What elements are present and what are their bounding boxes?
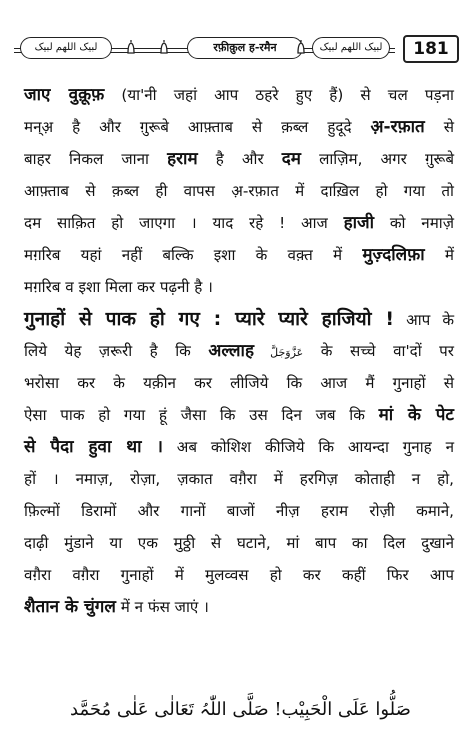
text-line [24,239,454,271]
bold-term: अल्लाह [208,341,254,361]
header-ornament-right: لبیک اللھم لبیک [312,37,390,59]
text-segment: अब कोशिश कीजिये कि आयन्दा गुनाह न [162,438,455,456]
text-line [24,367,454,399]
text-line [24,591,454,623]
text-segment: मग़रिब व इशा मिला कर पढ़नी है । [24,278,213,296]
text-segment: में न फंस जाएं । [115,598,209,616]
text-line [24,175,454,207]
durood-footer: صَلُّوا عَلَی الْحَبِیْب! صَلَّی اللّٰہُ تَعَالٰی عَلٰی مُحَمَّد [70,699,411,720]
text-line [24,559,454,591]
text-segment: मन्अ़ है और ग़ुरूबे आफ़्ताब से क़ब्ल हुदूदे [24,118,371,136]
page-header [14,33,459,65]
text-segment: बाहर निकल जाना [24,150,168,168]
bold-term: शैतान के चुंगल [24,597,116,617]
section-heading: गुनाहों से पाक हो गए : प्यारे प्यारे हाजियो ! [24,308,395,330]
text-segment: लिये येह ज़रूरी है कि [24,342,209,360]
bold-term: दम [281,149,301,169]
text-segment: है और [197,150,282,168]
text-segment: आप के [394,311,455,329]
text-segment: दम साक़ित हो जाएगा । याद रहे ! आज [24,214,344,232]
bold-term: मां के पेट [378,405,455,425]
bell-ornament-icon [159,39,169,55]
bold-term: हराम [167,149,198,169]
text-line [24,271,454,303]
text-segment: में [424,246,454,264]
bell-ornament-icon [126,39,136,55]
page-number: 181 [403,35,459,63]
text-segment: को नमाज़े [374,214,454,232]
text-segment: लाज़िम, अगर ग़ुरूबे [300,150,455,168]
text-segment: दाढ़ी मुंडाने या एक मुठ्ठी से घटाने, मां बाप का दिल दुखाने [24,534,454,552]
text-segment: ऐसा पाक हो गया हूं जैसा कि उस दिन जब कि [24,406,379,424]
arabic-phrase: عَزَّوَجَلَّ [253,346,304,359]
chapter-title: रफ़ीक़ुल ह-रमैन [187,37,303,59]
text-segment: भरोसा कर के यक़ीन कर लीजिये कि आज मैं गुनाहों से [24,374,454,392]
text-segment: फ़िल्मों डिरामों और गानों बाजों नीज़ हराम रोज़ी कमाने, [24,502,454,520]
text-line [24,303,454,335]
text-line [24,111,454,143]
text-line [24,463,454,495]
text-segment: के सच्चे वा'दों पर [303,342,454,360]
text-segment: से [424,118,454,136]
text-segment: वग़ैरा वग़ैरा गुनाहों में मुलव्वस हो कर कहीं फिर आप [24,566,454,584]
text-line [24,495,454,527]
bold-term: हाजी [343,213,375,233]
text-segment: (या'नी जहां आप ठहरे हुए हैं) से चल पड़ना [104,86,454,104]
text-line [24,431,454,463]
text-segment: हों । नमाज़, रोज़ा, ज़कात वग़ैरा में हरगिज़ कोताही न हो, [24,470,454,488]
header-ornament-left: لبیک اللھم لبیک [20,37,112,59]
text-line [24,207,454,239]
text-line [24,335,454,367]
text-line [24,399,454,431]
text-segment: आफ़्ताब से क़ब्ल ही वापस अ़-रफ़ात में दाख़िल हो गया तो [24,182,454,200]
bold-term: जाए वुक़ूफ़ [24,85,105,105]
bold-term: अ़-रफ़ात [370,117,425,137]
bold-term: मुज़्दलिफ़ा [362,245,425,265]
text-line [24,527,454,559]
text-line [24,79,454,111]
bold-term: से पैदा हुवा था । [24,437,163,457]
bell-ornament-icon [296,39,306,55]
text-line [24,143,454,175]
page-body [24,79,454,623]
text-segment: मग़रिब यहां नहीं बल्कि इशा के वक़्त में [24,246,363,264]
